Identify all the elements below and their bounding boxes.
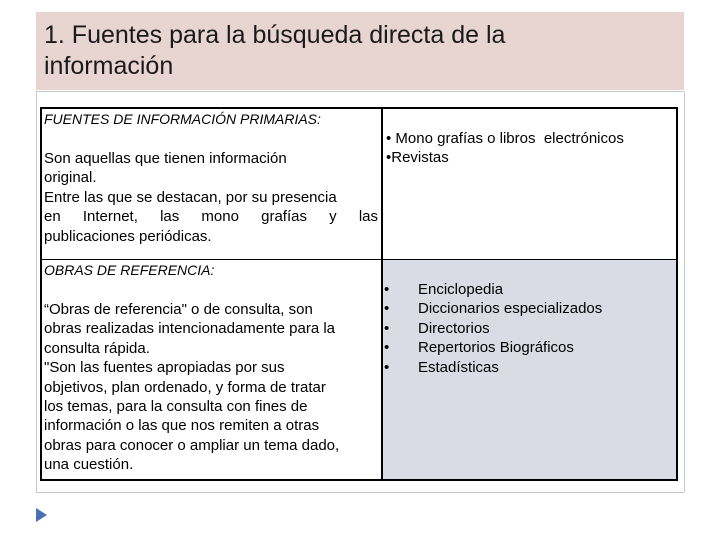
top-rule <box>36 91 684 92</box>
referencia-line: información o las que nos remiten a otras <box>44 417 320 435</box>
referencia-line: obras para conocer o ampliar un tema dado, <box>44 436 340 454</box>
referencia-description <box>44 300 378 475</box>
primarias-line: Son aquellas que tienen información <box>44 150 287 167</box>
list-item-label: Diccionarios especializados <box>418 300 603 318</box>
primarias-heading: FUENTES DE INFORMACIÓN PRIMARIAS: <box>44 111 321 127</box>
list-item-label: Enciclopedia <box>418 281 504 298</box>
list-item <box>384 319 602 338</box>
referencia-line: los temas, para la consulta con fines de <box>44 398 308 416</box>
primarias-examples <box>386 129 624 168</box>
list-item <box>384 280 602 299</box>
bullet: • <box>384 339 390 357</box>
title-bar <box>36 12 684 90</box>
primarias-line: original. <box>44 169 97 187</box>
column-divider <box>381 109 383 479</box>
bullet: • <box>384 358 390 376</box>
list-item-label: Directorios <box>418 319 490 337</box>
example-item: •Revistas <box>386 149 449 167</box>
primarias-line: Entre las que se destacan, por su presencia <box>44 188 337 206</box>
triangle-right-icon[interactable] <box>36 508 47 522</box>
list-item <box>384 299 602 318</box>
bullet: • <box>384 281 390 298</box>
list-item-label: Repertorios Biográficos <box>418 339 574 357</box>
list-item <box>384 358 602 377</box>
sources-table <box>40 107 678 481</box>
referencia-line: objetivos, plan ordenado, y forma de tratar <box>44 378 326 396</box>
bottom-rule <box>36 492 684 493</box>
referencia-list <box>384 280 602 377</box>
primarias-line: en Internet, las mono grafías y las <box>44 208 378 226</box>
bullet: • <box>384 319 390 337</box>
title-line-1: 1. Fuentes para la búsqueda directa de la <box>44 21 506 49</box>
referencia-line: una cuestión. <box>44 456 134 474</box>
row-primarias <box>42 109 676 260</box>
bullet: • <box>384 300 390 318</box>
referencia-line: consulta rápida. <box>44 339 150 357</box>
row-referencia <box>42 260 676 479</box>
list-item-label: Estadísticas <box>418 358 499 376</box>
left-rule <box>36 92 37 492</box>
referencia-line: "Son las fuentes apropiadas por sus <box>44 359 285 377</box>
referencia-line: obras realizadas intencionadamente para la <box>44 320 336 338</box>
primarias-description <box>44 149 378 246</box>
referencia-heading: OBRAS DE REFERENCIA: <box>44 262 215 278</box>
referencia-line: “Obras de referencia" o de consulta, son <box>44 301 313 318</box>
title-line-2: información <box>44 52 174 80</box>
slide-title <box>44 20 505 82</box>
primarias-line: publicaciones periódicas. <box>44 227 212 245</box>
example-item: • Mono grafías o libros electrónicos <box>386 130 624 147</box>
right-rule <box>684 92 685 492</box>
list-item <box>384 338 602 357</box>
